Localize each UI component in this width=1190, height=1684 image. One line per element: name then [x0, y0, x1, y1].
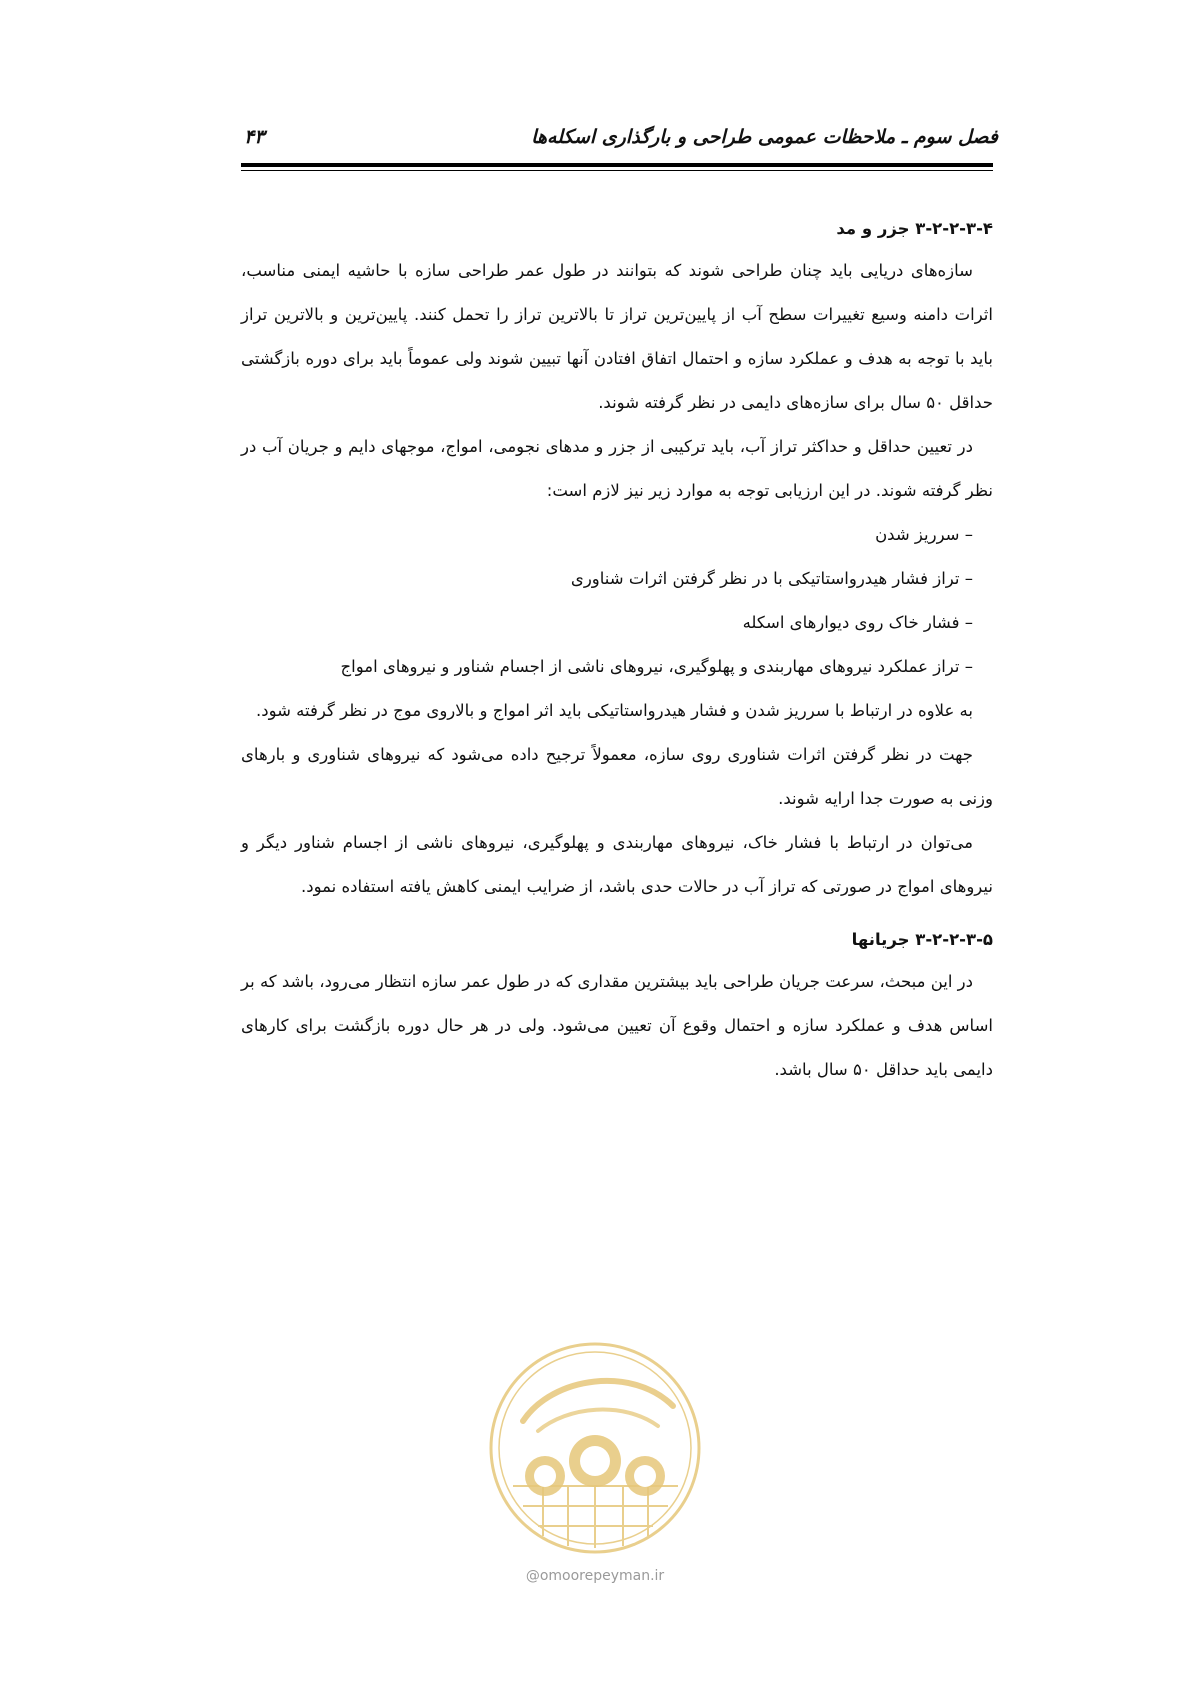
paragraph: در این مبحث، سرعت جریان طراحی باید بیشترین مقداری که در طول عمر سازه انتظار می‌رود، باشد که بر اساس هدف و عملکرد سازه و احتمال وقوع آن تعیین می‌شود. ولی در هر حال دوره بازگشت برای کارهای دایمی باید حداقل ۵۰ سال باشد.	[241, 972, 993, 1079]
watermark-logo	[483, 1336, 708, 1561]
paragraph: سازه‌های دریایی باید چنان طراحی شوند که بتوانند در طول عمر طراحی سازه با حاشیه ایمنی مناسب، اثرات دامنه وسیع تغییرات سطح آب از پایین‌ترین تراز تا بالاترین تراز را تحمل کنند. پایین‌ترین و بالاترین تراز باید با توجه به هدف و عملکرد سازه و احتمال اتفاق افتادن آنها تبیین شوند ولی عموماً باید برای دوره بازگشتی حداقل ۵۰ سال برای سازه‌های دایمی در نظر گرفته شوند.	[241, 261, 993, 412]
list-item: – سرریز شدن	[875, 525, 973, 544]
list-item: – تراز عملکرد نیروهای مهاربندی و پهلوگیری، نیروهای ناشی از اجسام شناور و نیروهای امواج	[340, 657, 973, 676]
chapter-title: فصل سوم ـ ملاحظات عمومی طراحی و بارگذاری اسکله‌ها	[531, 126, 998, 148]
section-heading-tide: ۳-۲-۲-۳-۴ جزر و مد	[836, 219, 993, 238]
watermark-caption: @omoorepeyman.ir	[525, 1568, 665, 1584]
paragraph: جهت در نظر گرفتن اثرات شناوری روی سازه، معمولاً ترجیح داده می‌شود که نیروهای شناوری و بارهای وزنی به صورت جدا ارایه شوند.	[241, 745, 993, 808]
header-rule-thick	[241, 163, 993, 167]
page-number: ۴۳	[244, 126, 265, 148]
page-content	[241, 212, 993, 1092]
paragraph: می‌توان در ارتباط با فشار خاک، نیروهای مهاربندی و پهلوگیری، نیروهای ناشی از اجسام شناور دیگر و نیروهای امواج در صورتی که تراز آب در حالات حدی باشد، از ضرایب ایمنی کاهش یافته استفاده نمود.	[241, 833, 993, 896]
paragraph: به علاوه در ارتباط با سرریز شدن و فشار هیدرواستاتیکی باید اثر امواج و بالاروی موج در نظر گرفته شود.	[256, 701, 973, 720]
list-item: – تراز فشار هیدرواستاتیکی با در نظر گرفتن اثرات شناوری	[570, 569, 973, 588]
section-heading-currents: ۳-۲-۲-۳-۵ جریانها	[851, 930, 993, 949]
header-rule-thin	[241, 170, 993, 171]
paragraph: در تعیین حداقل و حداکثر تراز آب، باید ترکیبی از جزر و مدهای نجومی، امواج، موجهای دایم و جریان آب در نظر گرفته شوند. در این ارزیابی توجه به موارد زیر نیز لازم است:	[241, 437, 993, 500]
list-item: – فشار خاک روی دیوارهای اسکله	[742, 613, 973, 632]
